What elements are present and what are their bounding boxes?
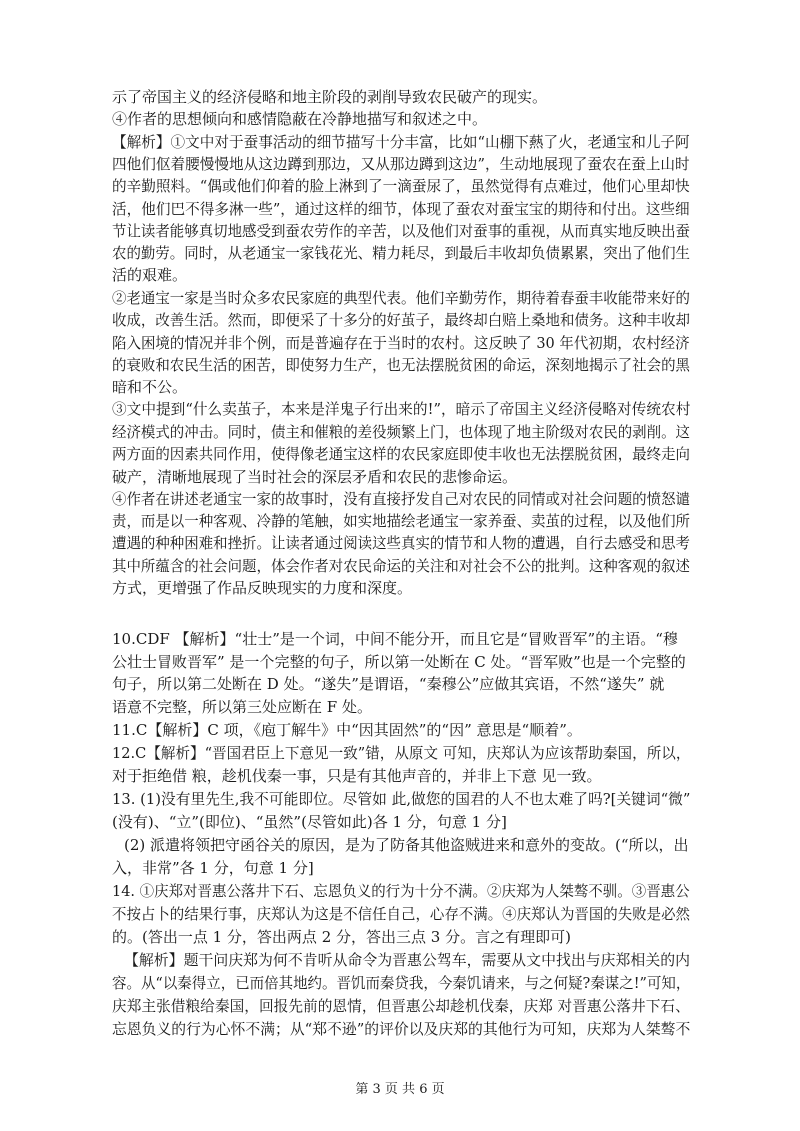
text-line: 的辛勤照料。“偶或他们仰着的脸上淋到了一滴蚕尿了，虽然觉得有点难过，他们心里却快 xyxy=(112,177,690,195)
text-line: 【解析】题干问庆郑为何不肯听从命令为晋惠公驾车，需要从文中找出与庆郑相关的内 xyxy=(124,951,691,969)
text-line: 语意不完整，所以第三处应断在 F 处。 xyxy=(112,698,372,716)
text-line: 农的勤劳。同时，从老通宝一家钱花光、精力耗尽，到最后丰收却负债累累，突出了他们生 xyxy=(112,244,690,262)
text-line: ②老通宝一家是当时众多农民家庭的典型代表。他们辛勤劳作，期待着春蚕丰收能带来好的 xyxy=(112,289,690,307)
text-line: 收成，改善生活。然而，即便采了十多分的好茧子，最终却白赔上桑地和债务。这种丰收却 xyxy=(112,311,690,329)
text-line: 句子，所以第二处断在 D 处。“遂失”是谓语，“秦穆公”应做其宾语，不然“遂失” 就 xyxy=(112,675,665,693)
text-line: 13. (1)没有里先生,我不可能即位。尽管如 此,做您的国君的人不也太难了吗?[关键词“微” xyxy=(112,790,691,808)
text-line: 遭遇的种种困难和挫折。让读者通过阅读这些真实的情节和人物的遭遇，自行去感受和思考 xyxy=(112,534,690,552)
text-line: 对于拒绝借 粮，趁机伐秦一事，只是有其他声音的，并非上下意 见一致。 xyxy=(112,767,602,785)
text-line: 的。(答出一点 1 分，答出两点 2 分，答出三点 3 分。言之有理即可) xyxy=(112,928,571,946)
text-line: 方式，更增强了作品反映现实的力度和深度。 xyxy=(112,579,413,597)
text-line: 四他们伛着腰慢慢地从这边蹲到那边，又从那边蹲到这边”，生动地展现了蚕农在蚕上山时 xyxy=(112,155,690,173)
text-line: 不按占卜的结果行事，庆郑认为这是不信任自己，心存不满。④庆郑认为晋国的失败是必然 xyxy=(112,905,690,923)
text-line: 的衰败和农民生活的困苦，即使努力生产，也无法摆脱贫困的命运，深刻地揭示了社会的黑 xyxy=(112,356,690,374)
text-line: 容。从“以秦得立，已而倍其地约。晋饥而秦贷我，今秦饥请来，与之何疑?秦谋之!”可知， xyxy=(112,974,691,992)
text-line: (没有)、“立”(即位)、“虽然”(尽管如此)各 1 分，句意 1 分] xyxy=(112,813,507,831)
text-line: 两方面的因素共同作用，使得像老通宝这样的农民家庭即使丰收也无法摆脱贫困，最终走向 xyxy=(112,445,690,463)
text-line: 节让读者能够真切地感受到蚕农劳作的辛苦，以及他们对蚕事的重视，从而真实地反映出蚕 xyxy=(112,222,690,240)
text-line: 责，而是以一种客观、冷静的笔触，如实地描绘老通宝一家养蚕、卖茧的过程，以及他们所 xyxy=(112,512,690,530)
text-line: 12.C【解析】“晋国君臣上下意见一致”错，从原文 可知，庆郑认为应该帮助秦国，所以， xyxy=(112,744,691,762)
text-line: 陷入困境的情况并非个例，而是普遍存在于当时的农村。这反映了 30 年代初期，农村经济 xyxy=(112,334,690,352)
text-line: ③文中提到“什么卖茧子，本来是洋鬼子行出来的!”，暗示了帝国主义经济侵略对传统农村 xyxy=(112,400,691,418)
text-line: 活的艰难。 xyxy=(112,266,188,284)
text-line: ④作者的思想倾向和感情隐蔽在冷静地描写和叙述之中。 xyxy=(112,110,488,128)
text-line: 入，非常”各 1 分，句意 1 分] xyxy=(112,859,314,877)
text-line: 14. ①庆郑对晋惠公落井下石、忘恩负义的行为十分不满。②庆郑为人桀骜不驯。③晋惠公 xyxy=(112,882,690,900)
text-line: (2) 派遣将领把守函谷关的原因，是为了防备其他盗贼进来和意外的变故。(“所以，出 xyxy=(124,836,689,854)
text-line: 公壮士冒败晋军” 是一个完整的句子，所以第一处断在 C 处。“晋军败”也是一个完整的 xyxy=(112,653,686,671)
text-line: 经济模式的冲击。同时，债主和催粮的差役频繁上门，也体现了地主阶级对农民的剥削。这 xyxy=(112,423,690,441)
text-line: 示了帝国主义的经济侵略和地主阶段的剥削导致农民破产的现实。 xyxy=(112,88,548,106)
text-line: 活，他们巴不得多淋一些”，通过这样的细节，体现了蚕农对蚕宝宝的期待和付出。这些细 xyxy=(112,200,690,218)
text-line: 其中所蕴含的社会问题，体会作者对农民命运的关注和对社会不公的批判。这种客观的叙述 xyxy=(112,557,690,575)
page-number-footer: 第 3 页 共 6 页 xyxy=(355,1082,445,1097)
text-line: 庆郑主张借粮给秦国，回报先前的恩情，但晋惠公却趁机伐秦，庆郑 对晋惠公落井下石、 xyxy=(112,997,690,1015)
text-line: ④作者在讲述老通宝一家的故事时，没有直接抒发自己对农民的同情或对社会问题的愤怒谴 xyxy=(112,490,690,508)
text-line: 忘恩负义的行为心怀不满；从“郑不逊”的评价以及庆郑的其他行为可知，庆郑为人桀骜不 xyxy=(112,1020,691,1038)
text-line: 【解析】①文中对于蚕事活动的细节描写十分丰富，比如“山棚下爇了火，老通宝和儿子阿 xyxy=(112,133,690,151)
text-line: 破产，清晰地展现了当时社会的深层矛盾和农民的悲惨命运。 xyxy=(112,468,518,486)
text-line: 暗和不公。 xyxy=(112,378,188,396)
text-line: 10.CDF 【解析】“壮士”是一个词，中间不能分开，而且它是“冒败晋军”的主语。“穆 xyxy=(112,630,678,648)
text-line: 11.C【解析】C 项，《庖丁解牛》中“因其固然”的“因” 意思是“顺着”。 xyxy=(112,721,582,739)
